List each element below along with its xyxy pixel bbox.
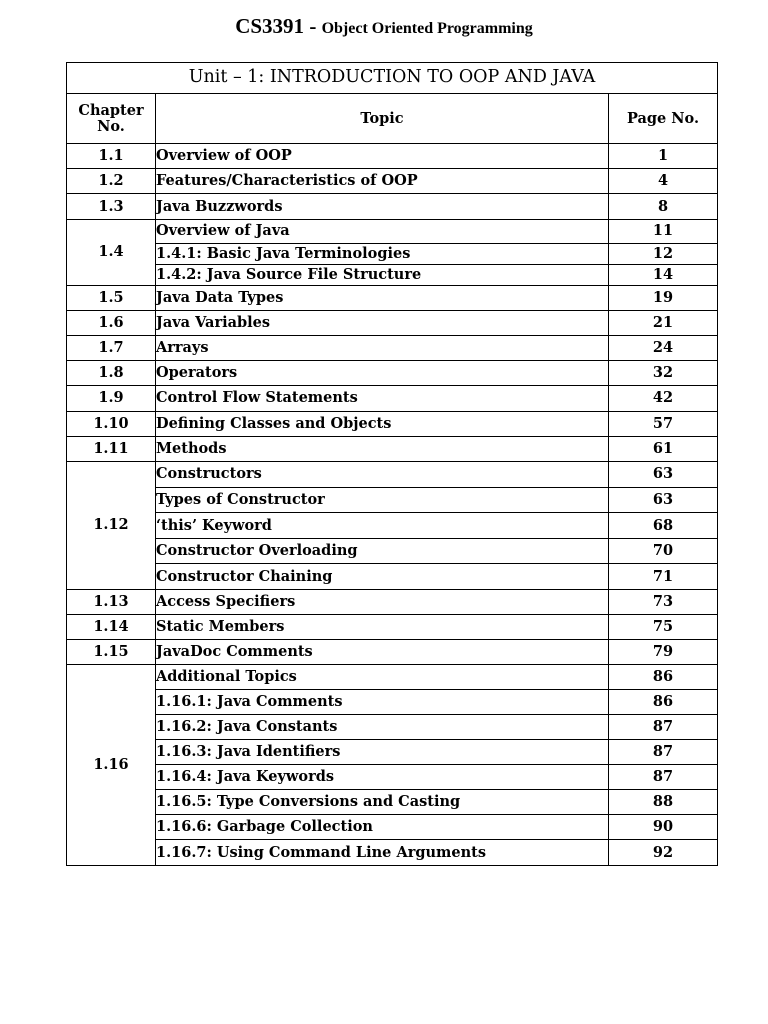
chapter-number: 1.1 — [67, 144, 156, 169]
page-column-header: Page No. — [609, 94, 718, 144]
chapter-number: 1.9 — [67, 386, 156, 411]
topic-title: Defining Classes and Objects — [156, 411, 609, 436]
chapter-number: 1.15 — [67, 640, 156, 665]
page-number: 86 — [609, 690, 718, 715]
table-row — [67, 615, 718, 640]
document-title — [0, 14, 768, 39]
topic-title: Operators — [156, 361, 609, 386]
table-row — [67, 436, 718, 461]
table-row — [67, 335, 718, 360]
topic-title: 1.16.2: Java Constants — [156, 715, 609, 740]
table-row — [67, 487, 718, 513]
page-number: 87 — [609, 715, 718, 740]
table-row — [67, 513, 718, 539]
topic-title: Overview of Java — [156, 219, 609, 243]
chapter-number: 1.11 — [67, 436, 156, 461]
table-row — [67, 285, 718, 310]
page-number: 11 — [609, 219, 718, 243]
page-number: 19 — [609, 285, 718, 310]
topic-title: Java Variables — [156, 310, 609, 335]
page-number: 4 — [609, 169, 718, 194]
table-row — [67, 361, 718, 386]
table-row — [67, 411, 718, 436]
table-row — [67, 243, 718, 264]
topic-title: Constructor Chaining — [156, 564, 609, 590]
table-row — [67, 144, 718, 169]
course-name: Object Oriented Programming — [321, 20, 533, 37]
topic-title: Overview of OOP — [156, 144, 609, 169]
topic-title: Access Specifiers — [156, 589, 609, 614]
page-number: 75 — [609, 615, 718, 640]
table-row — [67, 219, 718, 243]
page-number: 90 — [609, 815, 718, 840]
page-number: 14 — [609, 264, 718, 285]
page-number: 63 — [609, 461, 718, 487]
table-row — [67, 564, 718, 590]
page-number: 42 — [609, 386, 718, 411]
topic-title: Java Buzzwords — [156, 194, 609, 219]
table-row — [67, 690, 718, 715]
page-number: 8 — [609, 194, 718, 219]
chapter-number: 1.7 — [67, 335, 156, 360]
page-number: 70 — [609, 538, 718, 564]
table-row — [67, 815, 718, 840]
chapter-number: 1.8 — [67, 361, 156, 386]
page-number: 32 — [609, 361, 718, 386]
page-number: 68 — [609, 513, 718, 539]
chapter-number: 1.5 — [67, 285, 156, 310]
page-number: 61 — [609, 436, 718, 461]
page-number: 88 — [609, 790, 718, 815]
topic-title: Types of Constructor — [156, 487, 609, 513]
course-code: CS3391 — [235, 14, 305, 38]
topic-title: Static Members — [156, 615, 609, 640]
chapter-number: 1.2 — [67, 169, 156, 194]
page-number: 21 — [609, 310, 718, 335]
topic-title: Methods — [156, 436, 609, 461]
page-number: 24 — [609, 335, 718, 360]
title-separator: - — [304, 14, 322, 38]
topic-title: Additional Topics — [156, 665, 609, 690]
topic-title: ‘this’ Keyword — [156, 513, 609, 539]
table-row — [67, 740, 718, 765]
chapter-header-line2: No. — [97, 117, 125, 135]
unit-title: Unit – 1: INTRODUCTION TO OOP AND JAVA — [67, 63, 718, 94]
table-row — [67, 790, 718, 815]
table-row — [67, 589, 718, 614]
table-row — [67, 665, 718, 690]
chapter-number: 1.13 — [67, 589, 156, 614]
page-number: 87 — [609, 740, 718, 765]
topic-title: 1.16.6: Garbage Collection — [156, 815, 609, 840]
table-row — [67, 264, 718, 285]
table-row — [67, 765, 718, 790]
topic-title: 1.4.2: Java Source File Structure — [156, 264, 609, 285]
page-number: 86 — [609, 665, 718, 690]
chapter-number: 1.3 — [67, 194, 156, 219]
table-row — [67, 169, 718, 194]
table-row — [67, 640, 718, 665]
table-row — [67, 386, 718, 411]
table-row — [67, 194, 718, 219]
page-number: 1 — [609, 144, 718, 169]
page-number: 92 — [609, 840, 718, 866]
chapter-number: 1.6 — [67, 310, 156, 335]
contents-table — [66, 62, 718, 866]
topic-title: 1.16.4: Java Keywords — [156, 765, 609, 790]
page-number: 57 — [609, 411, 718, 436]
chapter-number: 1.12 — [67, 461, 156, 589]
topic-title: 1.16.3: Java Identifiers — [156, 740, 609, 765]
chapter-number: 1.14 — [67, 615, 156, 640]
page-number: 87 — [609, 765, 718, 790]
page-number: 73 — [609, 589, 718, 614]
topic-title: 1.16.1: Java Comments — [156, 690, 609, 715]
page-number: 79 — [609, 640, 718, 665]
topic-title: Constructors — [156, 461, 609, 487]
table-row — [67, 840, 718, 866]
topic-title: Java Data Types — [156, 285, 609, 310]
topic-column-header: Topic — [156, 94, 609, 144]
table-row — [67, 461, 718, 487]
topic-title: Features/Characteristics of OOP — [156, 169, 609, 194]
chapter-column-header — [67, 94, 156, 144]
chapter-number: 1.4 — [67, 219, 156, 285]
chapter-number: 1.10 — [67, 411, 156, 436]
table-row — [67, 538, 718, 564]
chapter-number: 1.16 — [67, 665, 156, 866]
topic-title: Arrays — [156, 335, 609, 360]
page-number: 71 — [609, 564, 718, 590]
chapter-header-line1: Chapter — [78, 101, 144, 119]
topic-title: Control Flow Statements — [156, 386, 609, 411]
table-row — [67, 715, 718, 740]
topic-title: 1.4.1: Basic Java Terminologies — [156, 243, 609, 264]
topic-title: JavaDoc Comments — [156, 640, 609, 665]
table-row — [67, 310, 718, 335]
page-number: 63 — [609, 487, 718, 513]
contents-body — [67, 144, 718, 866]
topic-title: 1.16.7: Using Command Line Arguments — [156, 840, 609, 866]
page-number: 12 — [609, 243, 718, 264]
topic-title: Constructor Overloading — [156, 538, 609, 564]
topic-title: 1.16.5: Type Conversions and Casting — [156, 790, 609, 815]
